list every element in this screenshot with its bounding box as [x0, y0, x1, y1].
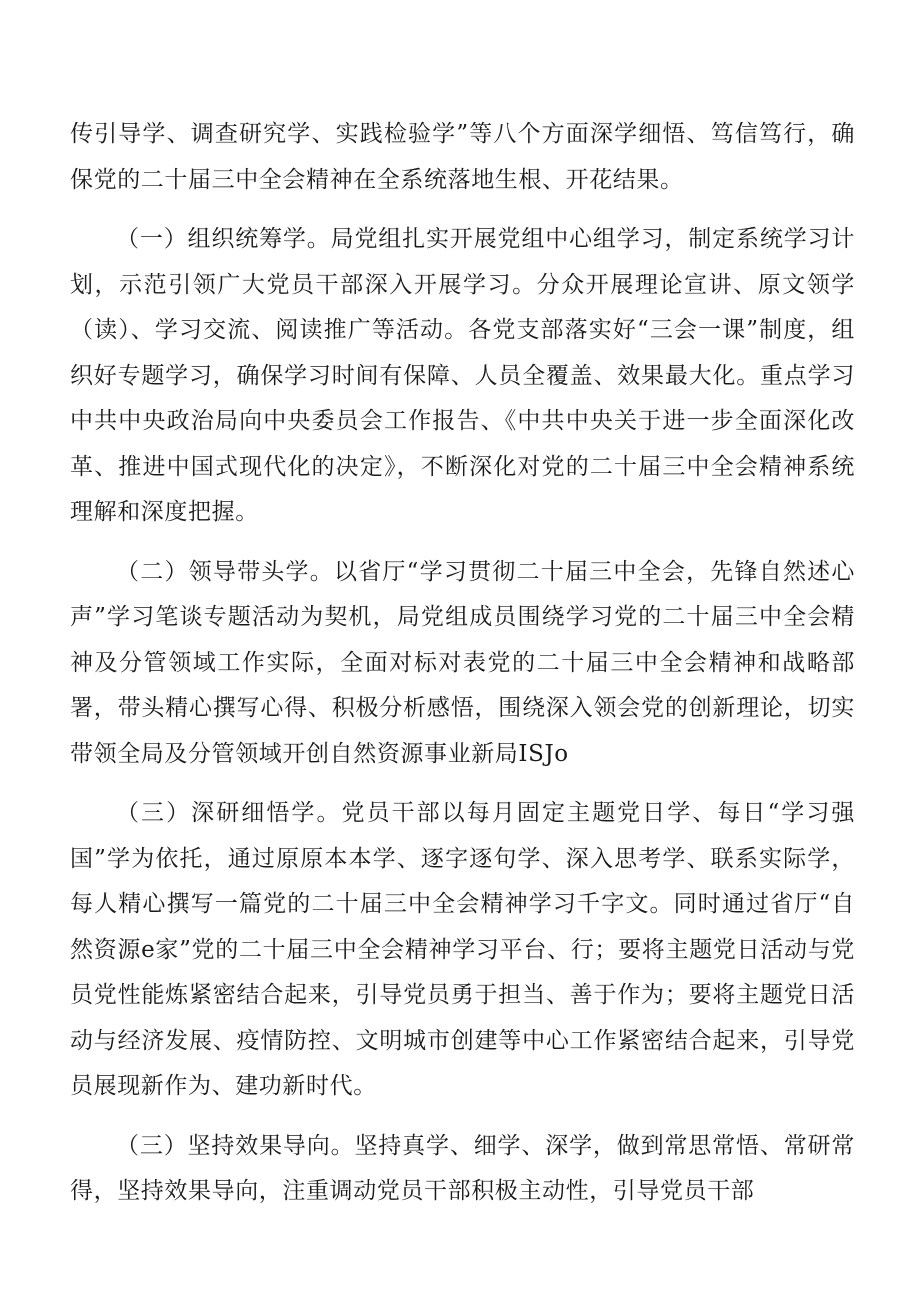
paragraph-intro-continued: 传引导学、调查研究学、实践检验学”等八个方面深学细悟、笃信笃行，确保党的二十届三中全会精神在全系统落地生根、开花结果。	[70, 121, 855, 193]
paragraph-section-results-oriented: （三）坚持效果导向。坚持真学、细学、深学，做到常思常悟、常研常得，坚持效果导向，注重调动党员干部积极主动性，引导党员干部	[70, 1132, 855, 1204]
document-body	[70, 112, 855, 1215]
paragraph-section-deep-study: （三）深研细悟学。党员干部以每月固定主题党日学、每日“学习强国”学为依托，通过原原本本学、逐字逐句学、深入思考学、联系实际学，每人精心撰写一篇党的二十届三中全会精神学习千字文。同时通过省厅“自然资源e家”党的二十届三中全会精神学习平台、行；要将主题党日活动与党员党性能炼紧密结合起来，引导党员勇于担当、善于作为；要将主题党日活动与经济发展、疫情防控、文明城市创建等中心工作紧密结合起来，引导党员展现新作为、建功新时代。	[70, 800, 855, 1099]
paragraph-section-organized-study: （一）组织统筹学。局党组扎实开展党组中心组学习，制定系统学习计划，示范引领广大党员干部深入开展学习。分众开展理论宣讲、原文领学（读）、学习交流、阅读推广等活动。各党支部落实好“三会一课”制度，组织好专题学习，确保学习时间有保障、人员全覆盖、效果最大化。重点学习中共中央政治局向中央委员会工作报告、《中共中央关于进一步全面深化改革、推进中国式现代化的决定》，不断深化对党的二十届三中全会精神系统理解和深度把握。	[70, 226, 855, 525]
paragraph-gap	[70, 536, 855, 550]
paragraph-gap	[70, 1110, 855, 1124]
paragraph-section-leadership-study: （二）领导带头学。以省厅“学习贯彻二十届三中全会，先锋自然述心声”学习笔谈专题活动为契机，局党组成员围绕学习党的二十届三中全会精神及分管领域工作实际，全面对标对表党的二十届三中全会精神和战略部署，带头精心撰写心得、积极分析感悟，围绕深入领会党的创新理论，切实带领全局及分管领域开创自然资源事业新局ISJo	[70, 558, 855, 767]
paragraph-gap	[70, 777, 855, 791]
paragraph-gap	[70, 203, 855, 217]
